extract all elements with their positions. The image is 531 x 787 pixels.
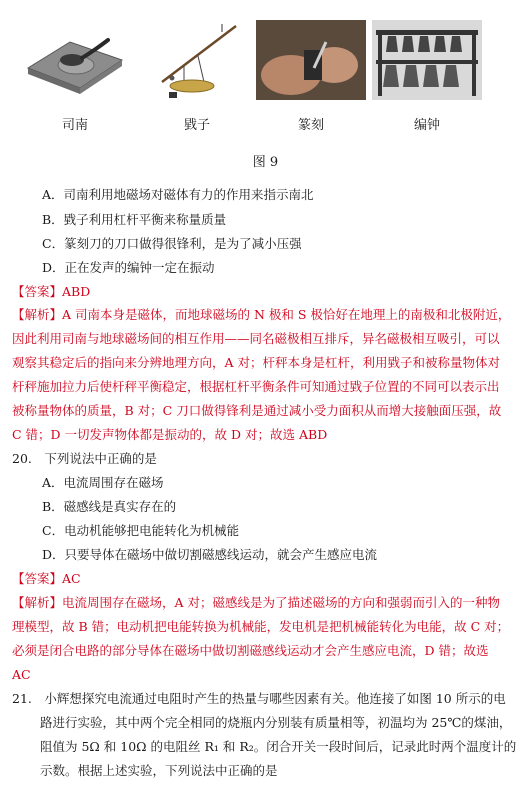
q20-option-c: C．电动机能够把电能转化为机械能 bbox=[42, 523, 240, 538]
analysis-text: A 司南本身是磁体，而地球磁场的 N 极和 S 极恰好在地理上的南极和北极附近， bbox=[62, 307, 511, 322]
caption-zhuanke: 篆刻 bbox=[297, 118, 324, 133]
q19-analysis-line-1 bbox=[12, 307, 510, 323]
seal-carving-icon bbox=[256, 20, 366, 100]
chime-bells-icon bbox=[372, 20, 482, 100]
answer-tag: 【答案】 bbox=[12, 571, 63, 586]
q20-analysis-line-2: 理模型，故 B 错；电动机把电能转换为机械能，发电机是把机械能转化为电能，故 C 对； bbox=[12, 619, 510, 634]
steelyard-scale-icon bbox=[142, 20, 252, 100]
q20-option-a: A．电流周围存在磁场 bbox=[42, 475, 164, 490]
caption-sinan: 司南 bbox=[61, 118, 88, 133]
q19-analysis-line-2: 因此利用司南与地球磁场间的相互作用——同名磁极相互排斥，异名磁极相互吸引，可以 bbox=[12, 331, 500, 346]
figure-title: 图 9 bbox=[252, 155, 279, 170]
analysis-text: 电流周围存在磁场，A 对；磁感线是为了描述磁场的方向和强弱而引入的一种物 bbox=[62, 595, 501, 610]
analysis-tag: 【解析】 bbox=[12, 307, 63, 322]
q19-answer bbox=[12, 284, 90, 300]
q19-analysis-line-3: 观察其稳定后的指向来分辨地理方向，A 对；杆秤本身是杠杆，利用戥子和被称量物体对 bbox=[12, 355, 501, 370]
q20-stem: 20. 下列说法中正确的是 bbox=[12, 451, 157, 466]
figure-item-zhuanke bbox=[256, 20, 366, 133]
compass-spoon-icon bbox=[20, 20, 130, 100]
figure-item-bianzhong bbox=[372, 20, 482, 133]
caption-dengzi: 戥子 bbox=[183, 118, 210, 133]
q21-stem-line-4: 示数。根据上述实验，下列说法中正确的是 bbox=[40, 763, 278, 778]
q21-stem-line-2: 路进行实验，其中两个完全相同的烧瓶内分别装有质量相等，初温均为 25℃的煤油， bbox=[40, 715, 512, 730]
answer-value: AC bbox=[62, 571, 81, 586]
caption-bianzhong: 编钟 bbox=[413, 118, 440, 133]
answer-tag: 【答案】 bbox=[12, 284, 63, 299]
answer-value: ABD bbox=[62, 284, 91, 299]
figure-9 bbox=[20, 20, 500, 133]
q20-analysis-line-3: 必须是闭合电路的部分导体在磁场中做切割磁感线运动才会产生感应电流，D 错；故选 bbox=[12, 643, 489, 658]
q19-option-c: C．篆刻刀的刀口做得很锋利，是为了减小压强 bbox=[42, 236, 302, 251]
figure-item-sinan bbox=[20, 20, 130, 133]
q19-analysis-line-6: C 错；D 一切发声物体都是振动的，故 D 对；故选 ABD bbox=[12, 427, 328, 442]
q20-analysis-line-1 bbox=[12, 595, 500, 611]
q20-answer bbox=[12, 571, 81, 587]
q19-option-d: D．正在发声的编钟一定在振动 bbox=[42, 260, 215, 275]
q19-analysis-line-5: 被称量物体的质量，B 对；C 刀口做得锋利是通过减小受力面积从而增大接触面压强，故 bbox=[12, 403, 502, 418]
q21-stem-line-1: 21. 小辉想探究电流通过电阻时产生的热量与哪些因素有关。他连接了如图 10 所示的电 bbox=[12, 691, 506, 706]
q20-option-b: B．磁感线是真实存在的 bbox=[42, 499, 177, 514]
figure-item-dengzi bbox=[142, 20, 252, 133]
q20-analysis-line-4: AC bbox=[12, 667, 31, 682]
q19-option-b: B．戥子利用杠杆平衡来称量质量 bbox=[42, 212, 227, 227]
q21-stem-line-3: 阻值为 5Ω 和 10Ω 的电阻丝 R₁ 和 R₂。闭合开关一段时间后，记录此时两个温度计的 bbox=[40, 739, 517, 754]
analysis-tag: 【解析】 bbox=[12, 595, 63, 610]
q19-option-a: A．司南利用地磁场对磁体有力的作用来指示南北 bbox=[42, 187, 314, 202]
q20-option-d: D．只要导体在磁场中做切割磁感线运动，就会产生感应电流 bbox=[42, 547, 378, 562]
q19-analysis-line-4: 杆秤施加拉力后使杆秤平衡稳定，根据杠杆平衡条件可知通过戥子位置的不同可以表示出 bbox=[12, 379, 500, 394]
